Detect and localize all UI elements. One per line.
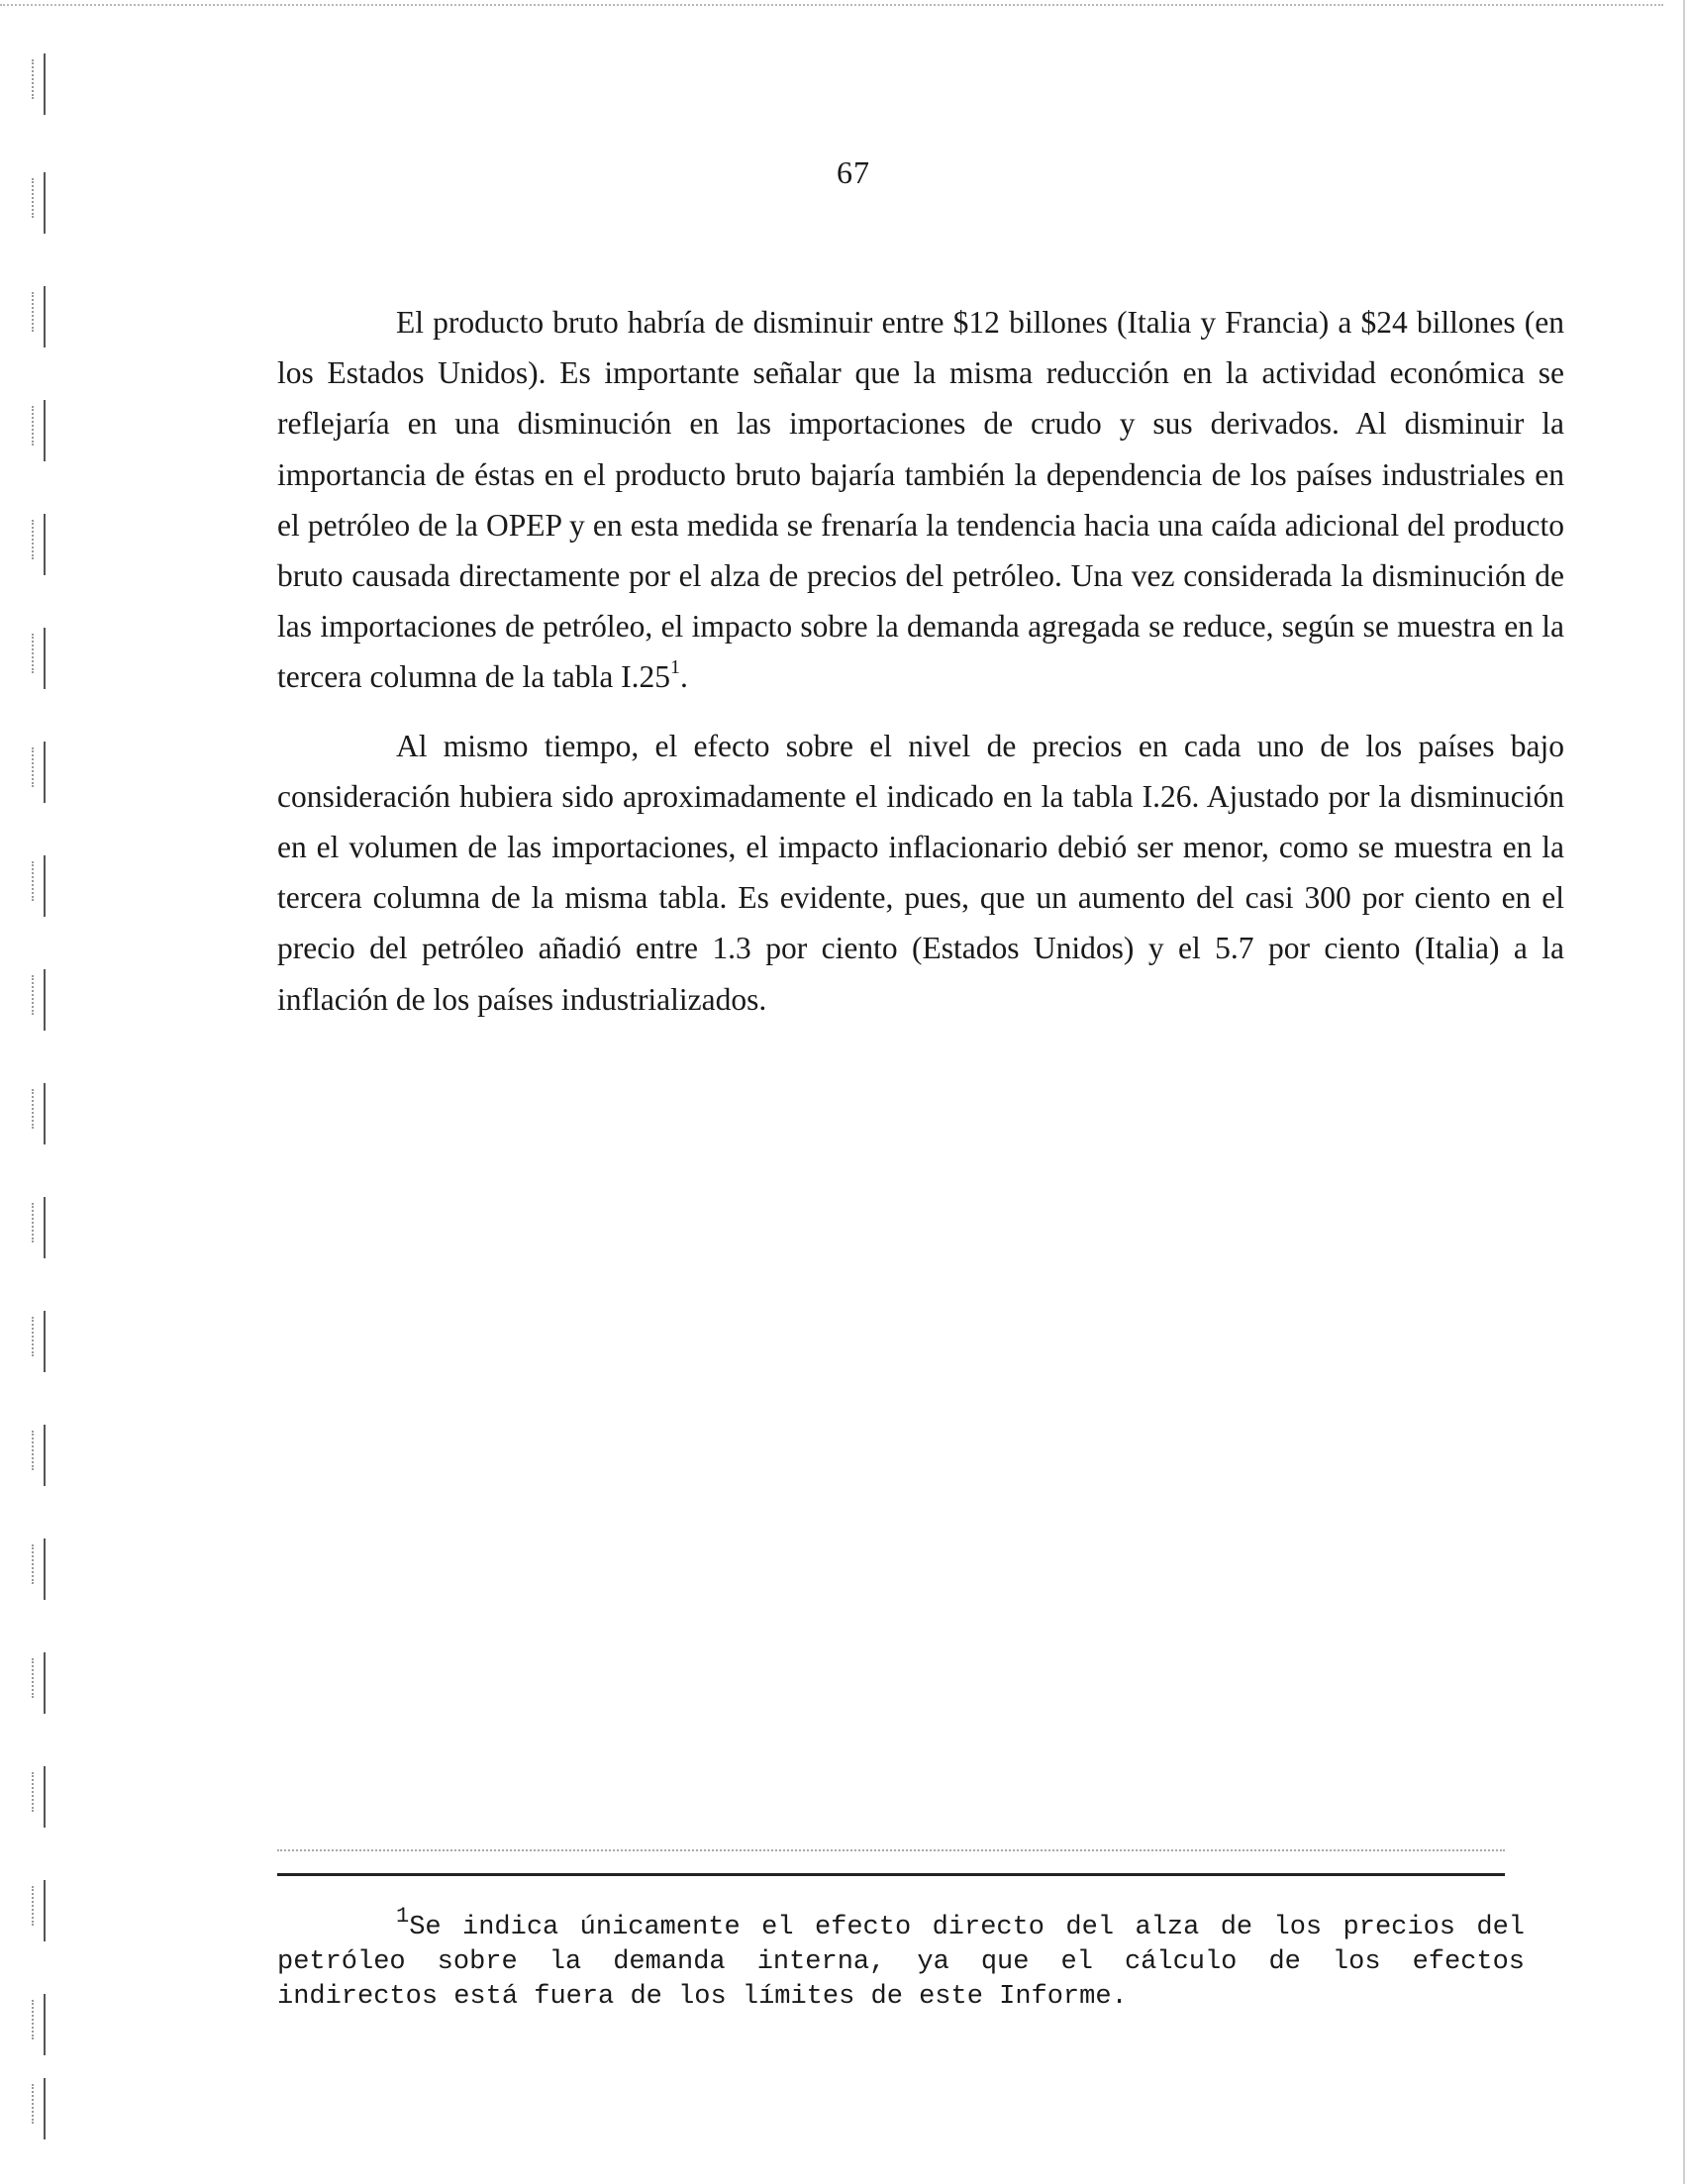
binding-mark: [30, 738, 55, 807]
binding-mark: [30, 2074, 55, 2143]
body-text: [277, 297, 1564, 1025]
binding-mark: [30, 1876, 55, 1945]
binding-mark: [30, 1193, 55, 1262]
binding-mark: [30, 50, 55, 119]
paragraph-1-end: .: [680, 659, 688, 695]
binding-mark: [30, 168, 55, 238]
binding-mark: [30, 1079, 55, 1148]
binding-mark: [30, 965, 55, 1035]
binding-mark: [30, 1535, 55, 1604]
footnote-marker: 1: [396, 1904, 410, 1929]
scan-dotted-rule: [277, 1849, 1505, 1851]
paragraph-2: Al mismo tiempo, el efecto sobre el nivel de precios en cada uno de los países bajo consideración hubiera sido aproximadamente el indicado en la tabla I.26. Ajustado por la disminución en el volumen de las importaciones, el impacto inflacionario debió ser menor, como se muestra en la tercera columna de la misma tabla. Es evidente, pues, que un aumento del casi 300 por ciento en el precio del petróleo añadió entre 1.3 por ciento (Estados Unidos) y el 5.7 por ciento (Italia) a la inflación de los países industrializados.: [277, 728, 1564, 1017]
binding-mark: [30, 1990, 55, 2059]
page-number: 67: [837, 154, 870, 190]
binding-mark: [30, 624, 55, 693]
binding-mark: [30, 851, 55, 921]
binding-mark: [30, 396, 55, 465]
binding-mark: [30, 1421, 55, 1490]
binding-mark: [30, 1648, 55, 1718]
scan-top-edge: [0, 4, 1663, 6]
binding-mark: [30, 1762, 55, 1832]
footnote: [277, 1904, 1525, 2015]
binding-holes: [30, 50, 69, 2148]
paragraph-1: [277, 297, 1564, 703]
binding-mark: [30, 282, 55, 351]
footnote-text: Se indica únicamente el efecto directo del alza de los precios del petróleo sobre la demanda interna, ya que el cálculo de los efectos indirectos está fuera de los límites de este Informe.: [277, 1913, 1525, 2012]
scan-right-edge: [1683, 0, 1685, 2184]
binding-mark: [30, 1307, 55, 1376]
footnote-reference: 1: [670, 656, 681, 679]
paragraph-1-text: El producto bruto habría de disminuir entre $12 billones (Italia y Francia) a $24 billones (en los Estados Unidos). Es importante señalar que la misma reducción en la actividad económica se reflejaría en una disminución en las importaciones de crudo y sus derivados. Al disminuir la importancia de éstas en el producto bruto bajaría también la dependencia de los países industriales en el petróleo de la OPEP y en esta medida se frenaría la tendencia hacia una caída adicional del producto bruto causada directamente por el alza de precios del petróleo. Una vez considerada la disminución de las importaciones de petróleo, el impacto sobre la demanda agregada se reduce, según se muestra en la tercera columna de la tabla I.25: [277, 305, 1564, 695]
footnote-separator: [277, 1873, 1505, 1876]
binding-mark: [30, 510, 55, 579]
